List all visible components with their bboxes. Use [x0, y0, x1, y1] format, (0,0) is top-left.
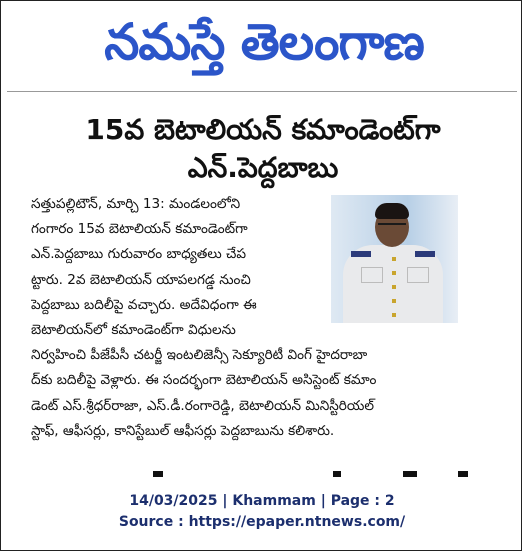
body-line: ద్‌కు బదిలీపై వెళ్లారు. ఈ సందర్భంగా బెటాలియన్ అసిస్టెంట్ కమాం — [31, 372, 377, 389]
body-line: ఎన్.పెద్దబాబు గురువారం బాధ్యతలు చేప — [31, 246, 247, 263]
body-line: గంగారం 15వ బెటాలియన్ కమాండెంట్‌గా — [31, 221, 248, 238]
article-body — [31, 192, 503, 444]
masthead-divider — [7, 91, 517, 92]
body-line: ట్టారు. 2వ బెటాలియన్ యాపలగడ్డ నుంచి — [31, 271, 251, 288]
source-link[interactable]: Source : https://epaper.ntnews.com/ — [118, 514, 406, 530]
body-line: బెటాలియన్‌లో కమాండెంట్‌గా విధులను — [31, 321, 236, 338]
body-line: పెద్దబాబు బదిలీపై వచ్చారు. అదేవిధంగా ఈ — [31, 296, 257, 313]
headline-line-2: ఎన్.పెద్దబాబు — [187, 151, 339, 184]
body-line: స్టాఫ్, ఆఫీసర్లు, కానిస్టేబుల్ ఆఫీసర్లు పెద్దబాబును కలిశారు. — [31, 422, 335, 439]
headline-line-1: 15వ బెటాలియన్ కమాండెంట్‌గా — [85, 113, 441, 146]
body-line: డెంట్ ఎస్.శ్రీధర్‌రాజా, ఎస్.డీ.రంగారెడ్డి, బెటాలియన్ మినిస్టీరియల్ — [31, 397, 374, 414]
masthead-title: నమస్తే తెలంగాణ — [104, 13, 424, 71]
newspaper-masthead — [59, 9, 469, 75]
clipping-cut-edge — [3, 471, 521, 481]
body-line: సత్తుపల్లిటౌన్, మార్చి 13: మండలంలోని — [31, 196, 241, 212]
newspaper-clipping — [3, 3, 521, 481]
body-line: నిర్వహించి పీజేపీసీ చటర్జీ ఇంటలిజెన్సీ సెక్యూరిటీ వింగ్ హైదరాబా — [31, 347, 368, 364]
edition-info: 14/03/2025 | Khammam | Page : 2 — [129, 493, 395, 509]
